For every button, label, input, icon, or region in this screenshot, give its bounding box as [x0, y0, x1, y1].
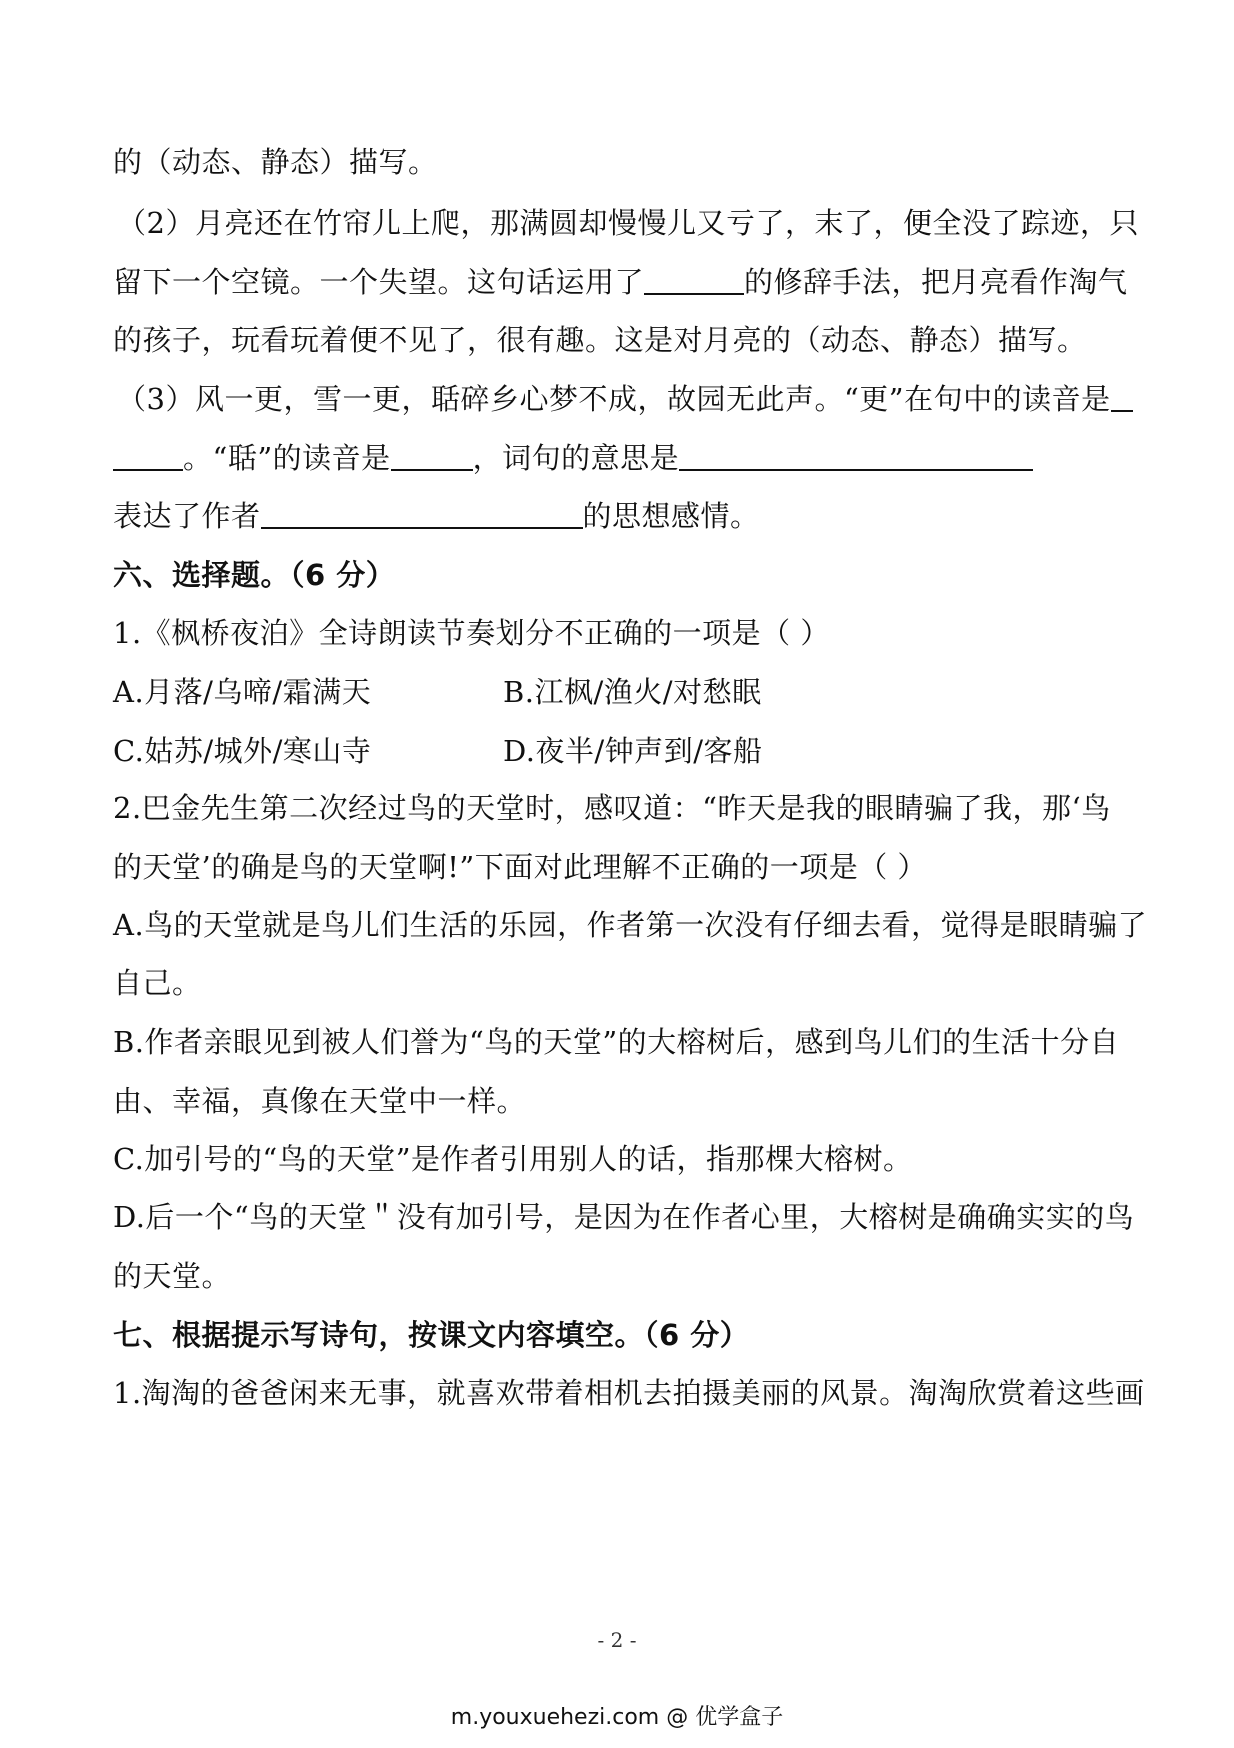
q2-option-d-line-2[interactable]: 的天堂。: [113, 1259, 232, 1293]
text-line-2: [117, 203, 1139, 243]
source-watermark: m.youxuehezi.com @ 优学盒子: [450, 1705, 784, 1730]
section-6-heading: 六、选择题。（6 分）: [113, 558, 396, 592]
option-d[interactable]: D.夜半/钟声到/客船: [503, 734, 763, 768]
q2-option-a-line-2[interactable]: 自己。: [113, 966, 202, 1000]
option-a[interactable]: A.月落/乌啼/霜满天: [113, 675, 372, 709]
text-span: 的（动态、静态）描写。: [113, 145, 438, 179]
answer-blank[interactable]: [391, 441, 473, 471]
text-span: 表达了作者: [113, 499, 261, 533]
section-7-heading: 七、根据提示写诗句，按课文内容填空。（6 分）: [113, 1318, 750, 1352]
text-span: 的孩子，玩看玩着便不见了，很有趣。这是对月亮的（动态、静态）描写。: [113, 323, 1087, 357]
q2-option-c[interactable]: C.加引号的“鸟的天堂”是作者引用别人的话，指那棵大榕树。: [113, 1142, 913, 1176]
q2-option-b-line-1[interactable]: B.作者亲眼见到被人们誉为“鸟的天堂”的大榕树后，感到鸟儿们的生活十分自: [113, 1025, 1120, 1059]
text-span: 的思想感情。: [582, 499, 760, 533]
text-line-4: [113, 320, 1125, 360]
section-7-question-1: 1.淘淘的爸爸闲来无事，就喜欢带着相机去拍摄美丽的风景。淘淘欣赏着这些画: [113, 1376, 1145, 1410]
question-1-options-row-1: [113, 672, 1125, 712]
answer-blank[interactable]: [261, 499, 583, 529]
answer-blank[interactable]: [113, 441, 183, 471]
answer-blank[interactable]: [679, 441, 1033, 471]
question-2-line-1: 2.巴金先生第二次经过鸟的天堂时，感叹道：“昨天是我的眼睛骗了我，那‘鸟: [113, 791, 1111, 825]
text-line-1: [113, 142, 1125, 182]
text-span: ，词句的意思是: [472, 441, 680, 475]
text-span: （2）月亮还在竹帘儿上爬，那满圆却慢慢儿又亏了，末了，便全没了踪迹，只: [117, 206, 1139, 240]
option-b[interactable]: B.江枫/渔火/对愁眠: [503, 675, 762, 709]
text-line-7: [113, 496, 1125, 536]
text-line-6: [113, 438, 1125, 478]
q2-option-a-line-1[interactable]: A.鸟的天堂就是鸟儿们生活的乐园，作者第一次没有仔细去看，觉得是眼睛骗了: [113, 908, 1148, 942]
question-1-options-row-2: [113, 731, 1125, 771]
q2-option-d-line-1[interactable]: D.后一个“鸟的天堂＂没有加引号，是因为在作者心里，大榕树是确确实实的鸟: [113, 1200, 1135, 1234]
text-line-5: [117, 379, 1129, 419]
option-c[interactable]: C.姑苏/城外/寒山寺: [113, 734, 372, 768]
answer-blank[interactable]: [1111, 382, 1133, 412]
answer-blank[interactable]: [644, 265, 744, 295]
text-span: 的修辞手法，把月亮看作淘气: [744, 265, 1128, 299]
question-2-line-2: 的天堂’的确是鸟的天堂啊!”下面对此理解不正确的一项是（ ）: [113, 850, 927, 884]
page-number: - 2 -: [597, 1628, 637, 1652]
q2-option-b-line-2[interactable]: 由、幸福，真像在天堂中一样。: [113, 1084, 527, 1118]
text-span: （3）风一更，雪一更，聒碎乡心梦不成，故园无此声。“更”在句中的读音是: [117, 382, 1111, 416]
text-line-3: [113, 262, 1128, 302]
question-1: 1.《枫桥夜泊》全诗朗读节奏划分不正确的一项是（ ）: [113, 616, 830, 650]
text-span: 。“聒”的读音是: [183, 441, 391, 475]
text-span: 留下一个空镜。一个失望。这句话运用了: [113, 265, 645, 299]
